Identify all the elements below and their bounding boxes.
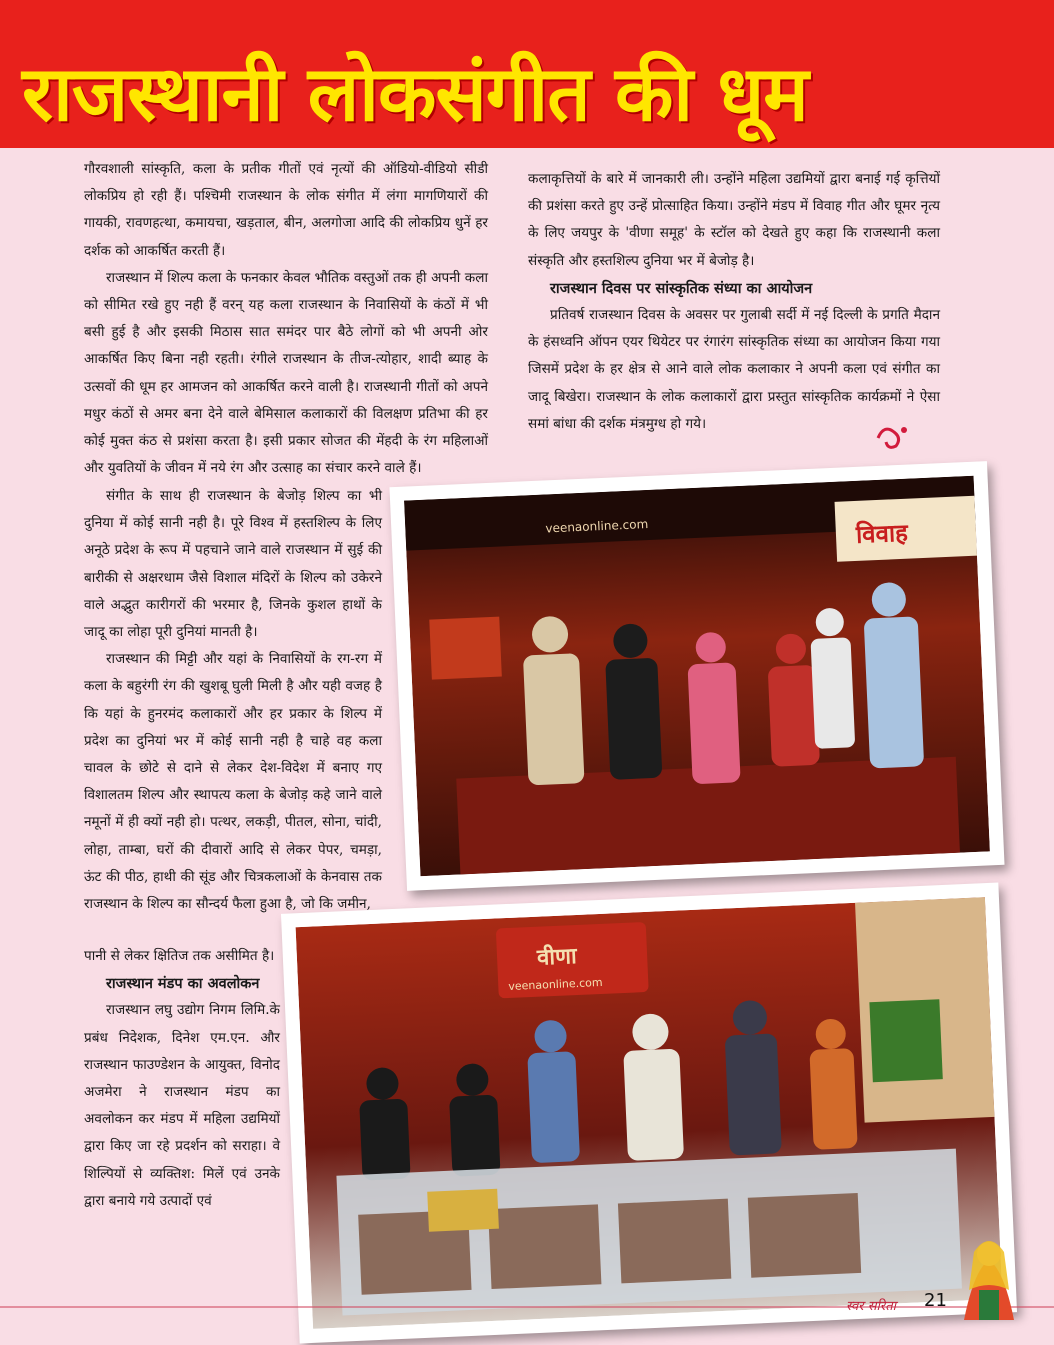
ornament-icon	[874, 420, 914, 452]
rajasthani-lady-illustration-icon	[944, 1230, 1034, 1320]
page-title: राजस्थानी लोकसंगीत की धूम	[22, 49, 808, 138]
section-heading: राजस्थान मंडप का अवलोकन	[106, 975, 260, 993]
paragraph: राजस्थान लघु उद्योग निगम लिमि.के प्रबंध निदेशक, दिनेश एम.एन. और राजस्थान फाउण्डेशन के आयुक्त, विनोद अजमेरा ने राजस्थान मंडप का अवलोकन कर मंडप में महिला उद्यमियों द्वारा किए जा रहे प्रदर्शन को सराहा। वे शिल्पियों से व्यक्तिश: मिलें एवं उनके द्वारा बनाये गये उत्पादों एवं	[84, 1002, 280, 1209]
paragraph: गौरवशाली सांस्कृति, कला के प्रतीक गीतों एवं नृत्यों की ऑडियो-वीडियो सीडी लोकप्रिय हो रही हैं। पश्चिमी राजस्थान के लोक संगीत में लंगा मागणियारों की गायकी, रावणहत्था, कमायचा, खड़ताल, बीन, अलगोजा आदि की लोकप्रिय धुनें हर दर्शक को आकर्षित करती हैं।	[84, 161, 488, 259]
photo-2-sign-website: veenaonline.com	[508, 975, 603, 994]
paragraph: कलाकृत्तियों के बारे में जानकारी ली। उन्होंने महिला उद्यमियों द्वारा बनाई गई कृत्तियों की प्रशंसा करते हुए उन्हें प्रोत्साहित किया। उन्होंने मंडप में विवाह गीत और घूमर नृत्य के लिए जयपुर के 'वीणा समूह' के स्टॉल को देखते हुए कहा कि राजस्थानी कला संस्कृति और हस्तशिल्प दुनिया भर में बेजोड़ है।	[528, 171, 940, 269]
left-column	[84, 156, 488, 482]
page-number: 21	[924, 1290, 947, 1311]
photo-1-sign-vivah: विवाह	[855, 518, 909, 549]
paragraph: राजस्थान की मिट्टी और यहां के निवासियों के रग-रग में कला के बहुरंगी रंग की खुशबू घुली मिली है और यही वजह है कि यहां के हुनरमंद कलाकारों और हर प्रकार के शिल्प में प्रदेश का दुनियां भर में कोई सानी नही है चाहे वह कला चावल के छोटे से दाने से लेकर देश-विदेश में बनाए गए विशालतम शिल्प और स्थापत्य कला के बेजोड़ कहे जाने वाले नमूनों में ही क्यों नही हो। पत्थर, लकड़ी, पीतल, सोना, चांदी, लोहा, ताम्बा, घरों की दीवारों आदि से लेकर पेपर, चमड़ा, ऊंट की पीठ, हाथी की सूंड और चित्रकलाओं के केनवास तक राजस्थान के शिल्प का सौन्दर्य फैला हुआ है, जो कि जमीन,	[84, 651, 382, 913]
section-heading: राजस्थान दिवस पर सांस्कृतिक संध्या का आयोजन	[550, 279, 813, 297]
header-banner	[0, 0, 1054, 148]
photo-1-sign-website: veenaonline.com	[545, 516, 649, 536]
footer-brand: स्वर सरिता	[846, 1299, 896, 1314]
photo-1-image	[404, 476, 990, 877]
photo-stall-team	[281, 883, 1017, 1344]
paragraph: पानी से लेकर क्षितिज तक असीमित है।	[84, 948, 275, 964]
photo-2-image	[296, 897, 1003, 1329]
photo-2-sign-veena: वीणा	[536, 944, 578, 971]
narrow-column-a	[84, 483, 382, 918]
paragraph: प्रतिवर्ष राजस्थान दिवस के अवसर पर गुलाबी सर्दी में नई दिल्ली के प्रगति मैदान के हंसध्वनि ऑपन एयर थियेटर पर रंगारंग सांस्कृतिक संध्या का आयोजन किया गया जिसमें प्रदेश के हर क्षेत्र से आने वाले लोक कलाकार ने अपनी कला एवं संगीत का जादू बिखेरा। राजस्थान के लोक कलाकारों द्वारा प्रस्तुत सांस्कृतिक कार्यक्रमों ने ऐसा समां बांधा की दर्शक मंत्रमुग्ध हो गये।	[528, 307, 940, 432]
paragraph: राजस्थान में शिल्प कला के फनकार केवल भौतिक वस्तुओं तक ही अपनी कला को सीमित रखे हुए नही हैं वरन् यह कला राजस्थान के निवासियों के कंठों में भी बसी हुई है और इसकी मिठास सात समंदर पार बैठे लोगों को भी अपनी ओर आकर्षित किए बिना नही रहती। रंगीले राजस्थान के तीज-त्योहार, शादी ब्याह के उत्सवों की धूम हर आमजन को आकर्षित करने वाली है। राजस्थानी गीतों को अपने मधुर कंठों से अमर बना देने वाले बेमिसाल कलाकारों की विलक्षण प्रतिभा की हर कोई मुक्त कंठ से प्रशंसा करता है। इसी प्रकार सोजत की मेंहदी के रंग महिलाओं और युवतियों के जीवन में नये रंग और उत्साह का संचार करने वाले हैं।	[84, 269, 488, 477]
narrow-column-b	[84, 943, 280, 1215]
photo-stall-visit	[389, 461, 1004, 891]
paragraph: संगीत के साथ ही राजस्थान के बेजोड़ शिल्प का भी दुनिया में कोई सानी नही है। पूरे विश्व में हस्तशिल्प के लिए अनूठे प्रदेश के रूप में पहचाने जाने वाले राजस्थान में सुई की बारीकी से अक्षरधाम जैसे विशाल मंदिरों के शिल्प को उकेरने वाले अद्भुत कारीगरों की भरमार है, जिनके कुशल हाथों के जादू का लोहा पूरी दुनियां मानती है।	[84, 488, 382, 641]
right-column	[528, 166, 940, 438]
